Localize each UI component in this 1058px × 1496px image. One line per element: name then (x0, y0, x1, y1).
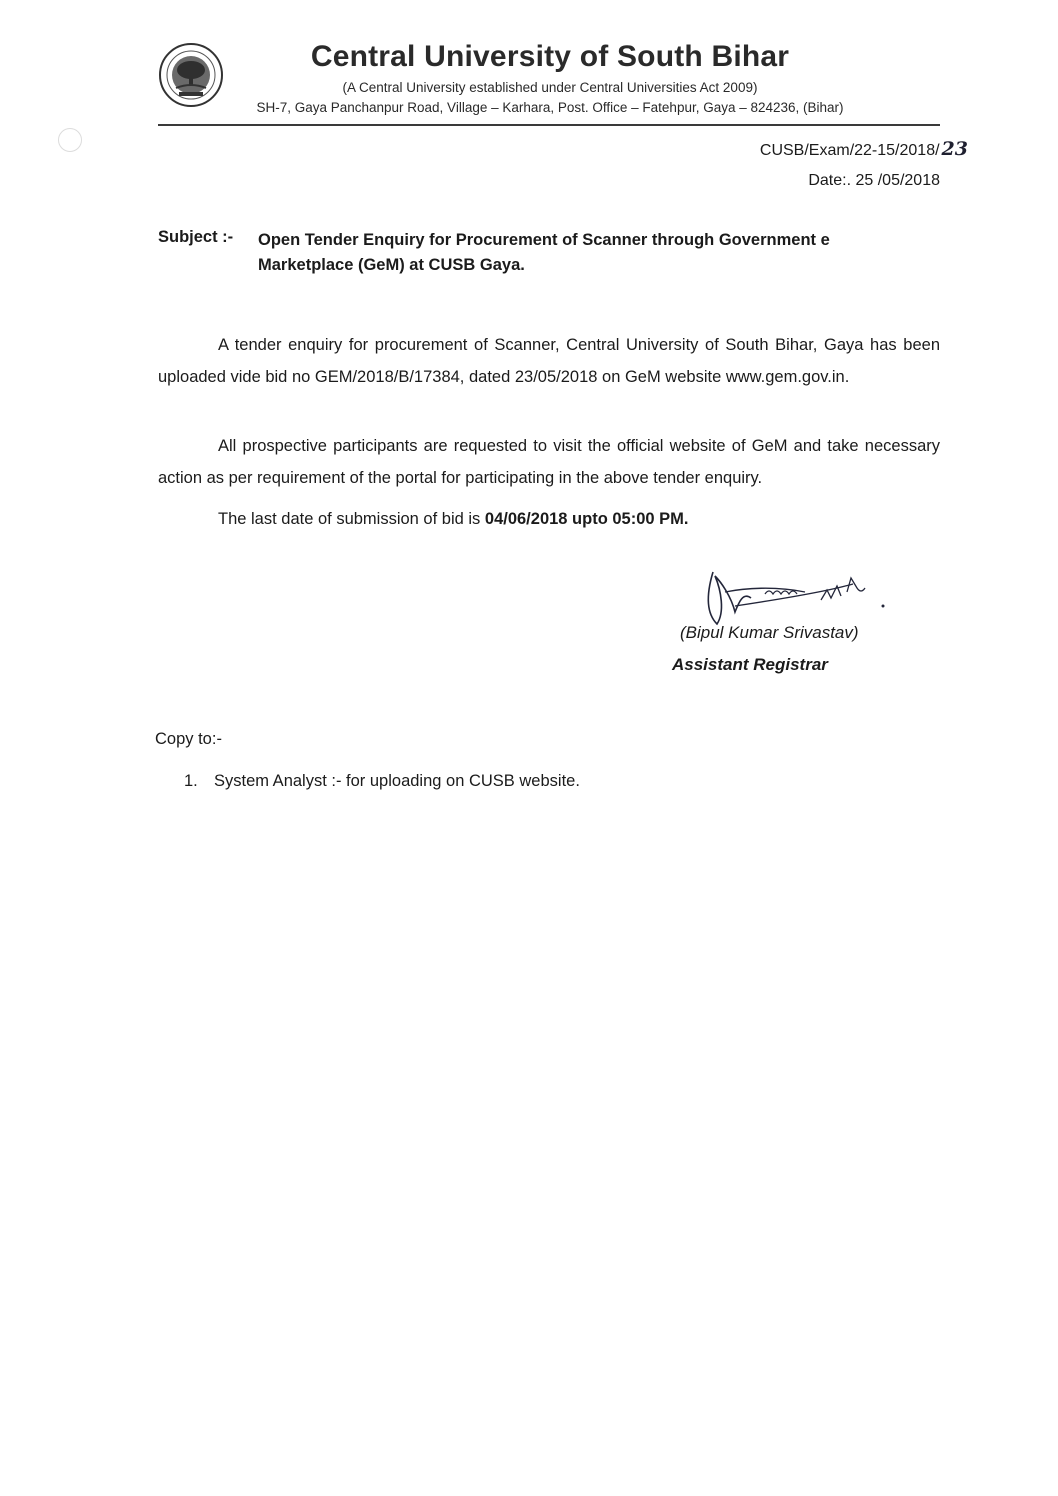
list-item-text: System Analyst :- for uploading on CUSB website. (214, 772, 580, 790)
list-item (184, 772, 580, 791)
signatory-name: (Bipul Kumar Srivastav) (680, 623, 859, 642)
deadline-value: 04/06/2018 upto 05:00 PM. (484, 510, 689, 528)
university-address: SH-7, Gaya Panchanpur Road, Village – Karhara, Post. Office – Fatehpur, Gaya – 824236, (Bihar) (256, 100, 844, 115)
reference-number (760, 138, 968, 160)
university-logo (158, 42, 224, 108)
letterhead-divider (158, 124, 940, 126)
body-paragraph-1: A tender enquiry for procurement of Scanner, Central University of South Bihar, Gaya has been uploaded vide bid no GEM/2018/B/17384, dated 23/05/2018 on GeM website www.gem.gov.in. (158, 336, 940, 386)
deadline-intro: The last date of submission of bid is (218, 510, 485, 528)
copy-to-list (184, 772, 580, 791)
university-name: Central University of South Bihar (310, 40, 790, 73)
body-paragraph-2: All prospective participants are requested to visit the official website of GeM and take necessary action as per requirement of the portal for participating in the above tender enquiry. (158, 437, 940, 487)
punch-hole-mark (58, 128, 82, 152)
subject-text: Open Tender Enquiry for Procurement of Scanner through Government e Marketplace (GeM) at CUSB Gaya. (258, 231, 830, 274)
letter-date: Date:. 25 /05/2018 (808, 172, 940, 189)
copy-to-label: Copy to:- (155, 730, 222, 748)
reference-handwritten-suffix: 23 (941, 138, 968, 160)
body-paragraph-3 (158, 503, 940, 535)
subject-label: Subject :- (158, 228, 234, 246)
reference-number-text: CUSB/Exam/22-15/2018/ (759, 142, 940, 159)
list-item-number: 1. (184, 772, 198, 790)
university-subtitle: (A Central University established under Central Universities Act 2009) (342, 80, 758, 95)
signatory-designation: Assistant Registrar (672, 655, 828, 674)
